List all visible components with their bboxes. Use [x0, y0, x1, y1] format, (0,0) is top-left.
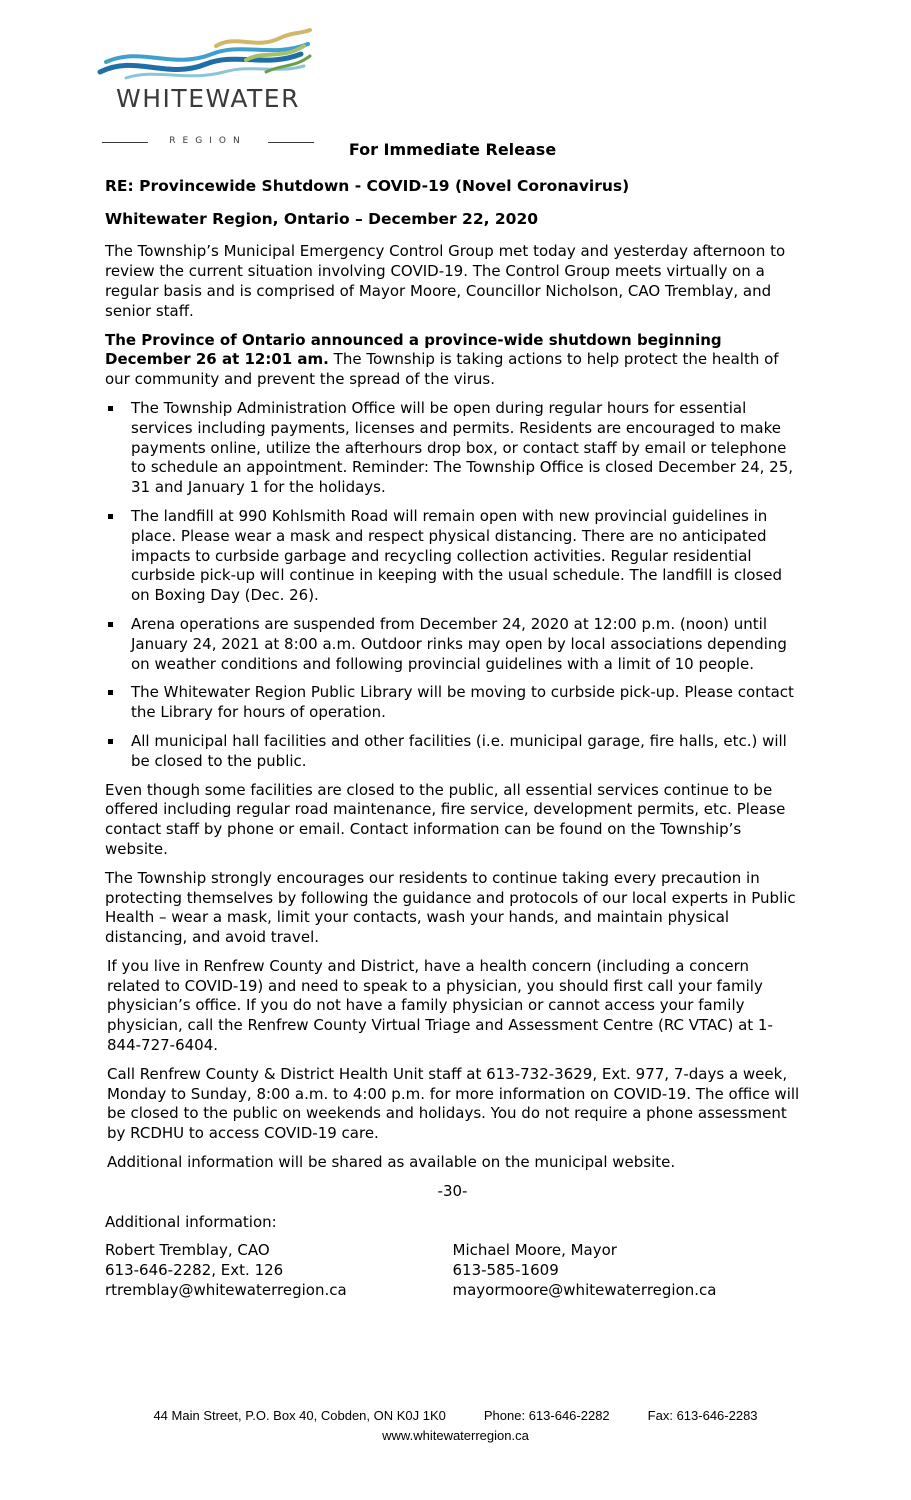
footer-website: www.whitewaterregion.ca	[382, 1428, 529, 1443]
letterhead-footer	[0, 1406, 911, 1446]
contact-email: rtremblay@whitewaterregion.ca	[105, 1281, 347, 1300]
shutdown-announcement: The Province of Ontario announced a province-wide shutdown beginning December 26 at 12:01 am.	[105, 330, 722, 369]
press-release	[105, 140, 800, 1301]
list-item: The Township Administration Office will be open during regular hours for essential services including payments, licenses and permits. Residents are encouraged to make payments online, utilize the afterhours drop box, or contact staff by email or telephone to schedule an appointment. Reminder: The Township Office is closed December 24, 25, 31 and January 1 for the holidays.	[105, 399, 800, 498]
contacts-block	[105, 1241, 800, 1300]
re-line: RE: Provincewide Shutdown - COVID-19 (Novel Coronavirus)	[105, 176, 630, 195]
footer-address: 44 Main Street, P.O. Box 40, Cobden, ON K0J 1K0	[153, 1408, 446, 1423]
shutdown-actions: The Township is taking actions to help protect the health of our community and prevent the spread of the virus.	[105, 350, 779, 389]
shutdown-paragraph	[105, 331, 800, 390]
footer-fax: Fax: 613-646-2283	[647, 1408, 758, 1423]
footer-phone: Phone: 613-646-2282	[483, 1408, 610, 1423]
list-item: The Whitewater Region Public Library will be moving to curbside pick-up. Please contact the Library for hours of operation.	[105, 683, 800, 723]
contact-phone: 613-585-1609	[452, 1261, 559, 1280]
list-item: The landfill at 990 Kohlsmith Road will remain open with new provincial guidelines in place. Please wear a mask and respect physical distancing. There are no anticipated impacts to curbside garbage and recycling collection activities. Regular residential curbside pick-up will continue in keeping with the usual schedule. The landfill is closed on Boxing Day (Dec. 26).	[105, 507, 800, 606]
measures-list	[105, 399, 800, 772]
release-label: For Immediate Release	[348, 140, 557, 159]
contact-email: mayormoore@whitewaterregion.ca	[452, 1281, 717, 1300]
precautions-paragraph: The Township strongly encourages our residents to continue taking every precaution in protecting themselves by following the guidance and protocols of our local experts in Public Health – wear a mask, limit your contacts, wash your hands, and maintain physical distancing, and avoid travel.	[105, 868, 796, 947]
contact-phone: 613-646-2282, Ext. 126	[105, 1261, 284, 1280]
contact-mayor	[453, 1241, 801, 1300]
end-mark: -30-	[437, 1181, 468, 1200]
list-item: All municipal hall facilities and other facilities (i.e. municipal garage, fire halls, etc.) will be closed to the public.	[105, 732, 800, 772]
health-unit-paragraph: Call Renfrew County & District Health Unit staff at 613-732-3629, Ext. 977, 7-days a week, Monday to Sunday, 8:00 a.m. to 4:00 p.m. for more information on COVID-19. The office will be closed to the public on weekends and holidays. You do not require a phone assessment by RCDHU to access COVID-19 care.	[107, 1064, 800, 1143]
contact-cao	[105, 1241, 453, 1300]
contact-name: Robert Tremblay, CAO	[105, 1241, 270, 1260]
physician-paragraph: If you live in Renfrew County and District, have a health concern (including a concern related to COVID-19) and need to speak to a physician, you should first call your family physician’s office. If you do not have a family physician or cannot access your family physician, call the Renfrew County Virtual Triage and Assessment Centre (RC VTAC) at 1-844-727-6404.	[107, 956, 773, 1055]
essential-services-paragraph: Even though some facilities are closed to the public, all essential services continue to be offered including regular road maintenance, fire service, development permits, etc. Please contact staff by phone or email. Contact information can be found on the Township’s website.	[105, 780, 786, 858]
website-paragraph: Additional information will be shared as available on the municipal website.	[107, 1153, 676, 1172]
logo-subtitle: REGION	[169, 136, 247, 146]
contacts-heading: Additional information:	[105, 1212, 277, 1231]
whitewater-region-logo	[96, 24, 320, 146]
contact-name: Michael Moore, Mayor	[452, 1241, 617, 1260]
logo-wordmark: WHITEWATER	[116, 84, 300, 113]
dateline: Whitewater Region, Ontario – December 22, 2020	[105, 209, 539, 228]
intro-paragraph: The Township’s Municipal Emergency Control Group met today and yesterday afternoon to review the current situation involving COVID-19. The Control Group meets virtually on a regular basis and is comprised of Mayor Moore, Councillor Nicholson, CAO Tremblay, and senior staff.	[105, 242, 786, 320]
wave-logo-icon	[96, 24, 320, 84]
list-item: Arena operations are suspended from December 24, 2020 at 12:00 p.m. (noon) until January 24, 2021 at 8:00 a.m. Outdoor rinks may open by local associations depending on weather conditions and following provincial guidelines with a limit of 10 people.	[105, 615, 800, 674]
footer-contact-line	[0, 1406, 911, 1426]
